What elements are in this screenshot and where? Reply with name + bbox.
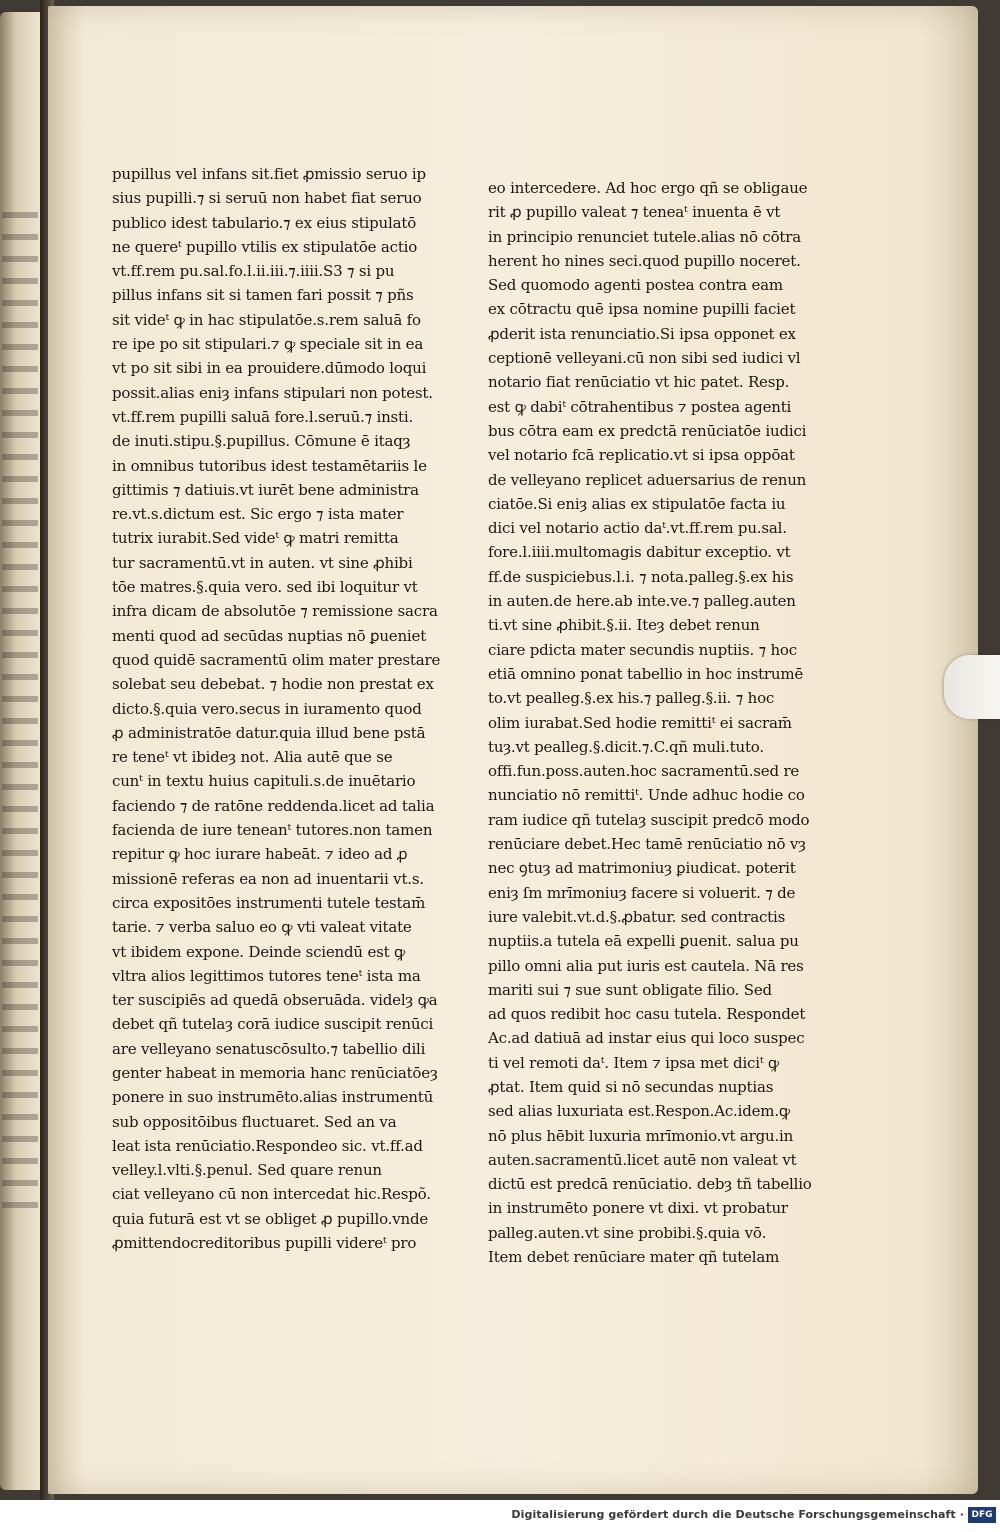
text-line: pillus infans sit si tamen fari possit ⁊ pñs bbox=[112, 286, 414, 305]
text-line: ram iudice qñ tutelaȝ suscipit predcō modo bbox=[488, 810, 810, 829]
left-text-column bbox=[112, 162, 440, 1255]
text-line: menti quod ad secūdas nuptias nō ꝑueniet bbox=[112, 626, 427, 645]
text-line: ex cōtractu quē ipsa nomine pupilli faciet bbox=[488, 300, 796, 319]
text-line: ꝓmittendocreditoribus pupilli videreᵗ pro bbox=[112, 1234, 417, 1253]
text-line: ciat velleyano cū non intercedat hic.Respõ. bbox=[112, 1185, 431, 1204]
text-line: nō plus hēbit luxuria mrīmonio.vt argu.in bbox=[488, 1126, 794, 1145]
text-line: ꝓderit ista renunciatio.Si ipsa opponet ex bbox=[488, 324, 796, 343]
text-line: re ipe po sit stipulari.⁊ ꝙ speciale sit in ea bbox=[112, 335, 424, 354]
text-line: to.vt pealleg.§.ex his.⁊ palleg.§.ii. ⁊ hoc bbox=[488, 689, 775, 708]
text-line: debet qñ tutelaȝ corā iudice suscipit renūci bbox=[112, 1015, 434, 1034]
text-line: nuptiis.a tutela eā expelli ꝑuenit. salua pu bbox=[488, 932, 799, 951]
text-line: sius pupilli.⁊ si seruū non habet fiat seruo bbox=[112, 189, 422, 208]
text-line: olim iurabat.Sed hodie remittiᵗ ei sacram̄ bbox=[488, 713, 792, 732]
text-line: tuȝ.vt pealleg.§.dicit.⁊.C.qñ muli.tuto. bbox=[488, 737, 764, 756]
text-line: pupillus vel infans sit.fiet ꝓmissio seruo ip bbox=[112, 165, 426, 183]
text-line: dictū est predcā renūciatio. debȝ tñ tabellio bbox=[488, 1175, 812, 1194]
text-line: in principio renunciet tutele.alias nō cōtra bbox=[488, 227, 801, 246]
text-line: auten.sacramentū.licet autē non valeat vt bbox=[488, 1150, 797, 1169]
previous-page-edge bbox=[0, 12, 40, 1490]
text-line: tarie. ⁊ verba saluo eo ꝙ vti valeat vitate bbox=[112, 918, 412, 937]
text-line: de velleyano replicet aduersarius de renun bbox=[488, 470, 807, 489]
text-line: est ꝙ dabiᵗ cōtrahentibus ⁊ postea agenti bbox=[488, 397, 792, 416]
text-line: infra dicam de absolutōe ⁊ remissione sacra bbox=[112, 602, 438, 621]
text-line: ꝓ administratōe datur.quia illud bene pstā bbox=[112, 723, 426, 742]
text-line: faciendo ⁊ de ratōne reddenda.licet ad talia bbox=[112, 796, 435, 815]
text-line: vel notario fcā replicatio.vt si ipsa oppōat bbox=[488, 446, 795, 465]
text-line: tur sacramentū.vt in auten. vt sine ꝓhibi bbox=[112, 553, 413, 572]
text-line: offi.fun.poss.auten.hoc sacramentū.sed re bbox=[488, 762, 800, 781]
text-line: ceptionē velleyani.cū non sibi sed iudici vl bbox=[488, 349, 801, 368]
text-line: ff.de suspiciebus.l.i. ⁊ nota.palleg.§.ex his bbox=[488, 567, 794, 586]
text-line: cunᵗ in textu huius capituli.s.de inuētario bbox=[112, 772, 416, 791]
text-line: herent ho nines seci.quod pupillo noceret. bbox=[488, 251, 801, 270]
text-line: nec ꝯtuȝ ad matrimoniuȝ ꝑiudicat. poterit bbox=[488, 859, 796, 878]
text-line: gittimis ⁊ datiuis.vt iurēt bene administra bbox=[112, 480, 419, 499]
text-line: facienda de iure teneanᵗ tutores.non tamen bbox=[112, 821, 433, 840]
text-line: publico idest tabulario.⁊ ex eius stipulatō bbox=[112, 213, 417, 232]
text-line: vt.ff.rem pu.sal.fo.l.ii.iii.⁊.iiii.S3 ⁊ si pu bbox=[112, 262, 395, 281]
text-line: nunciatio nō remittiᵗ. Unde adhuc hodie co bbox=[488, 786, 805, 805]
text-line: velley.l.vlti.§.penul. Sed quare renun bbox=[112, 1161, 382, 1180]
text-line: ad quos redibit hoc casu tutela. Respondet bbox=[488, 1005, 806, 1024]
text-line: ti vel remoti daᵗ. Item ⁊ ipsa met diciᵗ ꝙ bbox=[488, 1053, 779, 1072]
text-line: pillo omni alia put iuris est cautela. Nā res bbox=[488, 956, 804, 975]
text-line: quia futurā est vt se obliget ꝓ pupillo.vnde bbox=[112, 1209, 429, 1228]
text-line: sub oppositōibus fluctuaret. Sed an va bbox=[112, 1112, 397, 1131]
text-line: re.vt.s.dictum est. Sic ergo ⁊ ista mater bbox=[112, 505, 404, 524]
text-line: missionē referas ea non ad inuentarii vt.s. bbox=[112, 869, 424, 888]
text-line: eo intercedere. Ad hoc ergo qñ se obligaue bbox=[488, 179, 808, 197]
text-line: ne quereᵗ pupillo vtilis ex stipulatōe actio bbox=[112, 237, 418, 256]
text-line: in instrumēto ponere vt dixi. vt probatur bbox=[488, 1199, 788, 1218]
text-line: vt ibidem expone. Deinde sciendū est ꝙ bbox=[112, 942, 406, 961]
text-line: eniȝ ſm mrīmoniuȝ facere si voluerit. ⁊ de bbox=[488, 883, 796, 902]
text-line: dicto.§.quia vero.secus in iuramento quod bbox=[112, 699, 422, 718]
text-line: tōe matres.§.quia vero. sed ibi loquitur vt bbox=[112, 578, 418, 597]
text-line: sed alias luxuriata est.Respon.Ac.idem.ꝙ bbox=[488, 1102, 790, 1121]
text-line: Sed quomodo agenti postea contra eam bbox=[488, 276, 783, 295]
text-line: Item debet renūciare mater qñ tutelam bbox=[488, 1248, 780, 1267]
text-line: iure valebit.vt.d.§.ꝓbatur. sed contractis bbox=[488, 907, 786, 926]
text-line: genter habeat in memoria hanc renūciatōeȝ bbox=[112, 1063, 438, 1082]
dfg-logo-icon: DFG bbox=[968, 1507, 996, 1523]
text-line: rit ꝓ pupillo valeat ⁊ teneaᵗ inuenta ē vt bbox=[488, 203, 781, 222]
right-text-column bbox=[488, 176, 812, 1269]
text-line: ponere in suo instrumēto.alias instrumentū bbox=[112, 1088, 434, 1107]
text-line: vt.ff.rem pupilli saluā fore.l.seruū.⁊ insti. bbox=[112, 407, 414, 426]
text-line: ꝓtat. Item quid si nō secundas nuptias bbox=[488, 1077, 774, 1096]
footer-bar bbox=[0, 1500, 1000, 1532]
text-line: repitur ꝙ hoc iurare habeāt. ⁊ ideo ad ꝓ bbox=[112, 845, 408, 864]
text-line: tutrix iurabit.Sed videᵗ ꝙ matri remitta bbox=[112, 529, 399, 548]
funding-credit: Digitalisierung gefördert durch die Deutsche Forschungsgemeinschaft · bbox=[511, 1508, 964, 1521]
text-line: ciatōe.Si eniȝ alias ex stipulatōe facta iu bbox=[488, 494, 786, 513]
text-line: renūciare debet.Hec tamē renūciatio nō vȝ bbox=[488, 835, 806, 854]
text-line: in auten.de here.ab inte.ve.⁊ palleg.auten bbox=[488, 592, 796, 611]
text-line: leat ista renūciatio.Respondeo sic. vt.ff.ad bbox=[112, 1136, 423, 1155]
text-line: circa expositōes instrumenti tutele testam̄ bbox=[112, 893, 426, 912]
text-line: vltra alios legittimos tutores teneᵗ ista ma bbox=[112, 966, 421, 985]
text-line: Ac.ad datiuā ad instar eius qui loco suspec bbox=[488, 1029, 805, 1048]
text-line: mariti sui ⁊ sue sunt obligate filio. Sed bbox=[488, 980, 772, 999]
text-line: possit.alias eniȝ infans stipulari non potest. bbox=[112, 383, 433, 402]
text-line: ter suscipiēs ad quedā obseruāda. videlȝ ꝙa bbox=[112, 991, 438, 1010]
text-line: palleg.auten.vt sine probibi.§.quia vō. bbox=[488, 1223, 767, 1242]
page-marker-tab bbox=[944, 655, 1000, 719]
text-line: notario fiat renūciatio vt hic patet. Resp. bbox=[488, 373, 790, 392]
text-line: ciare pdicta mater secundis nuptiis. ⁊ hoc bbox=[488, 640, 797, 659]
text-line: vt po sit sibi in ea prouidere.dūmodo loqui bbox=[112, 359, 427, 378]
text-line: ti.vt sine ꝓhibit.§.ii. Iteȝ debet renun bbox=[488, 616, 760, 635]
text-line: fore.l.iiii.multomagis dabitur exceptio. vt bbox=[488, 543, 791, 562]
text-line: dici vel notario actio daᵗ.vt.ff.rem pu.sal. bbox=[488, 519, 787, 538]
text-line: sit videᵗ ꝙ in hac stipulatōe.s.rem saluā fo bbox=[112, 310, 421, 329]
text-line: are velleyano senatuscōsulto.⁊ tabellio dili bbox=[112, 1039, 426, 1058]
text-line: re teneᵗ vt ibideȝ not. Alia autē que se bbox=[112, 748, 393, 767]
text-line: quod quidē sacramentū olim mater prestare bbox=[112, 650, 441, 669]
text-line: de inuti.stipu.§.pupillus. Cōmune ē itaqȝ bbox=[112, 432, 411, 451]
text-line: bus cōtra eam ex predctā renūciatōe iudici bbox=[488, 421, 807, 440]
text-line: in omnibus tutoribus idest testamētariis le bbox=[112, 456, 427, 475]
text-line: solebat seu debebat. ⁊ hodie non prestat ex bbox=[112, 675, 434, 694]
text-line: etiā omnino ponat tabellio in hoc instrumē bbox=[488, 664, 804, 683]
